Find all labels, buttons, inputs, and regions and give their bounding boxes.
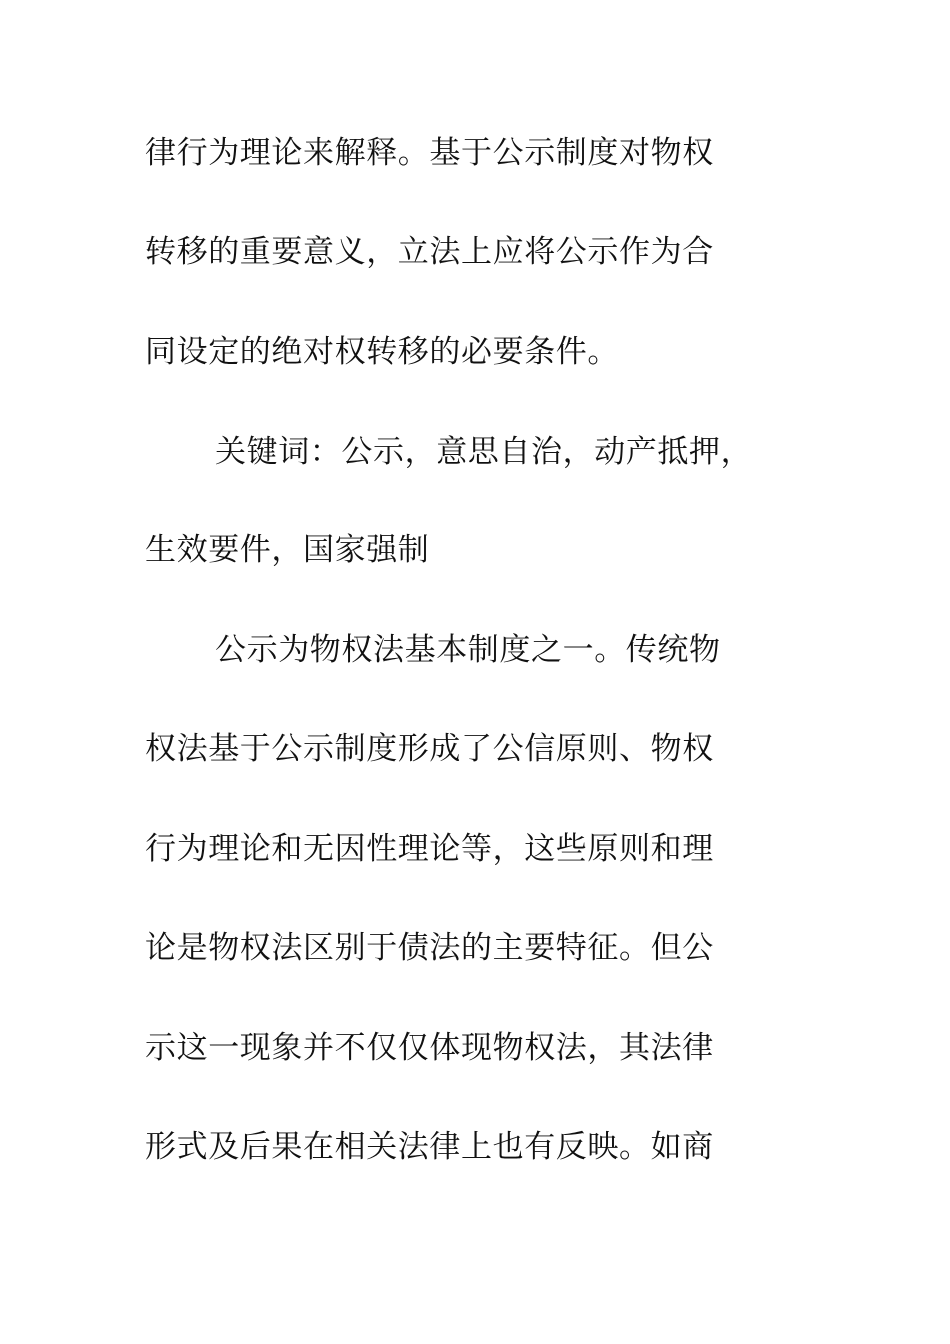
body-line-3: 行为理论和无因性理论等，这些原则和理 [145, 831, 714, 867]
body-line-1: 公示为物权法基本制度之一。传统物 [215, 632, 721, 668]
keywords-line-2: 生效要件，国家强制 [145, 532, 430, 568]
keywords-line-1: 关键词：公示，意思自治，动产抵押， [215, 434, 753, 470]
abstract-line-3: 同设定的绝对权转移的必要条件。 [145, 334, 619, 370]
body-line-5: 示这一现象并不仅仅体现物权法，其法律 [145, 1030, 714, 1066]
body-line-6: 形式及后果在相关法律上也有反映。如商 [145, 1129, 714, 1165]
abstract-line-2: 转移的重要意义，立法上应将公示作为合 [145, 234, 714, 270]
body-line-2: 权法基于公示制度形成了公信原则、物权 [145, 731, 714, 767]
body-line-4: 论是物权法区别于债法的主要特征。但公 [145, 930, 714, 966]
abstract-line-1: 律行为理论来解释。基于公示制度对物权 [145, 135, 714, 171]
